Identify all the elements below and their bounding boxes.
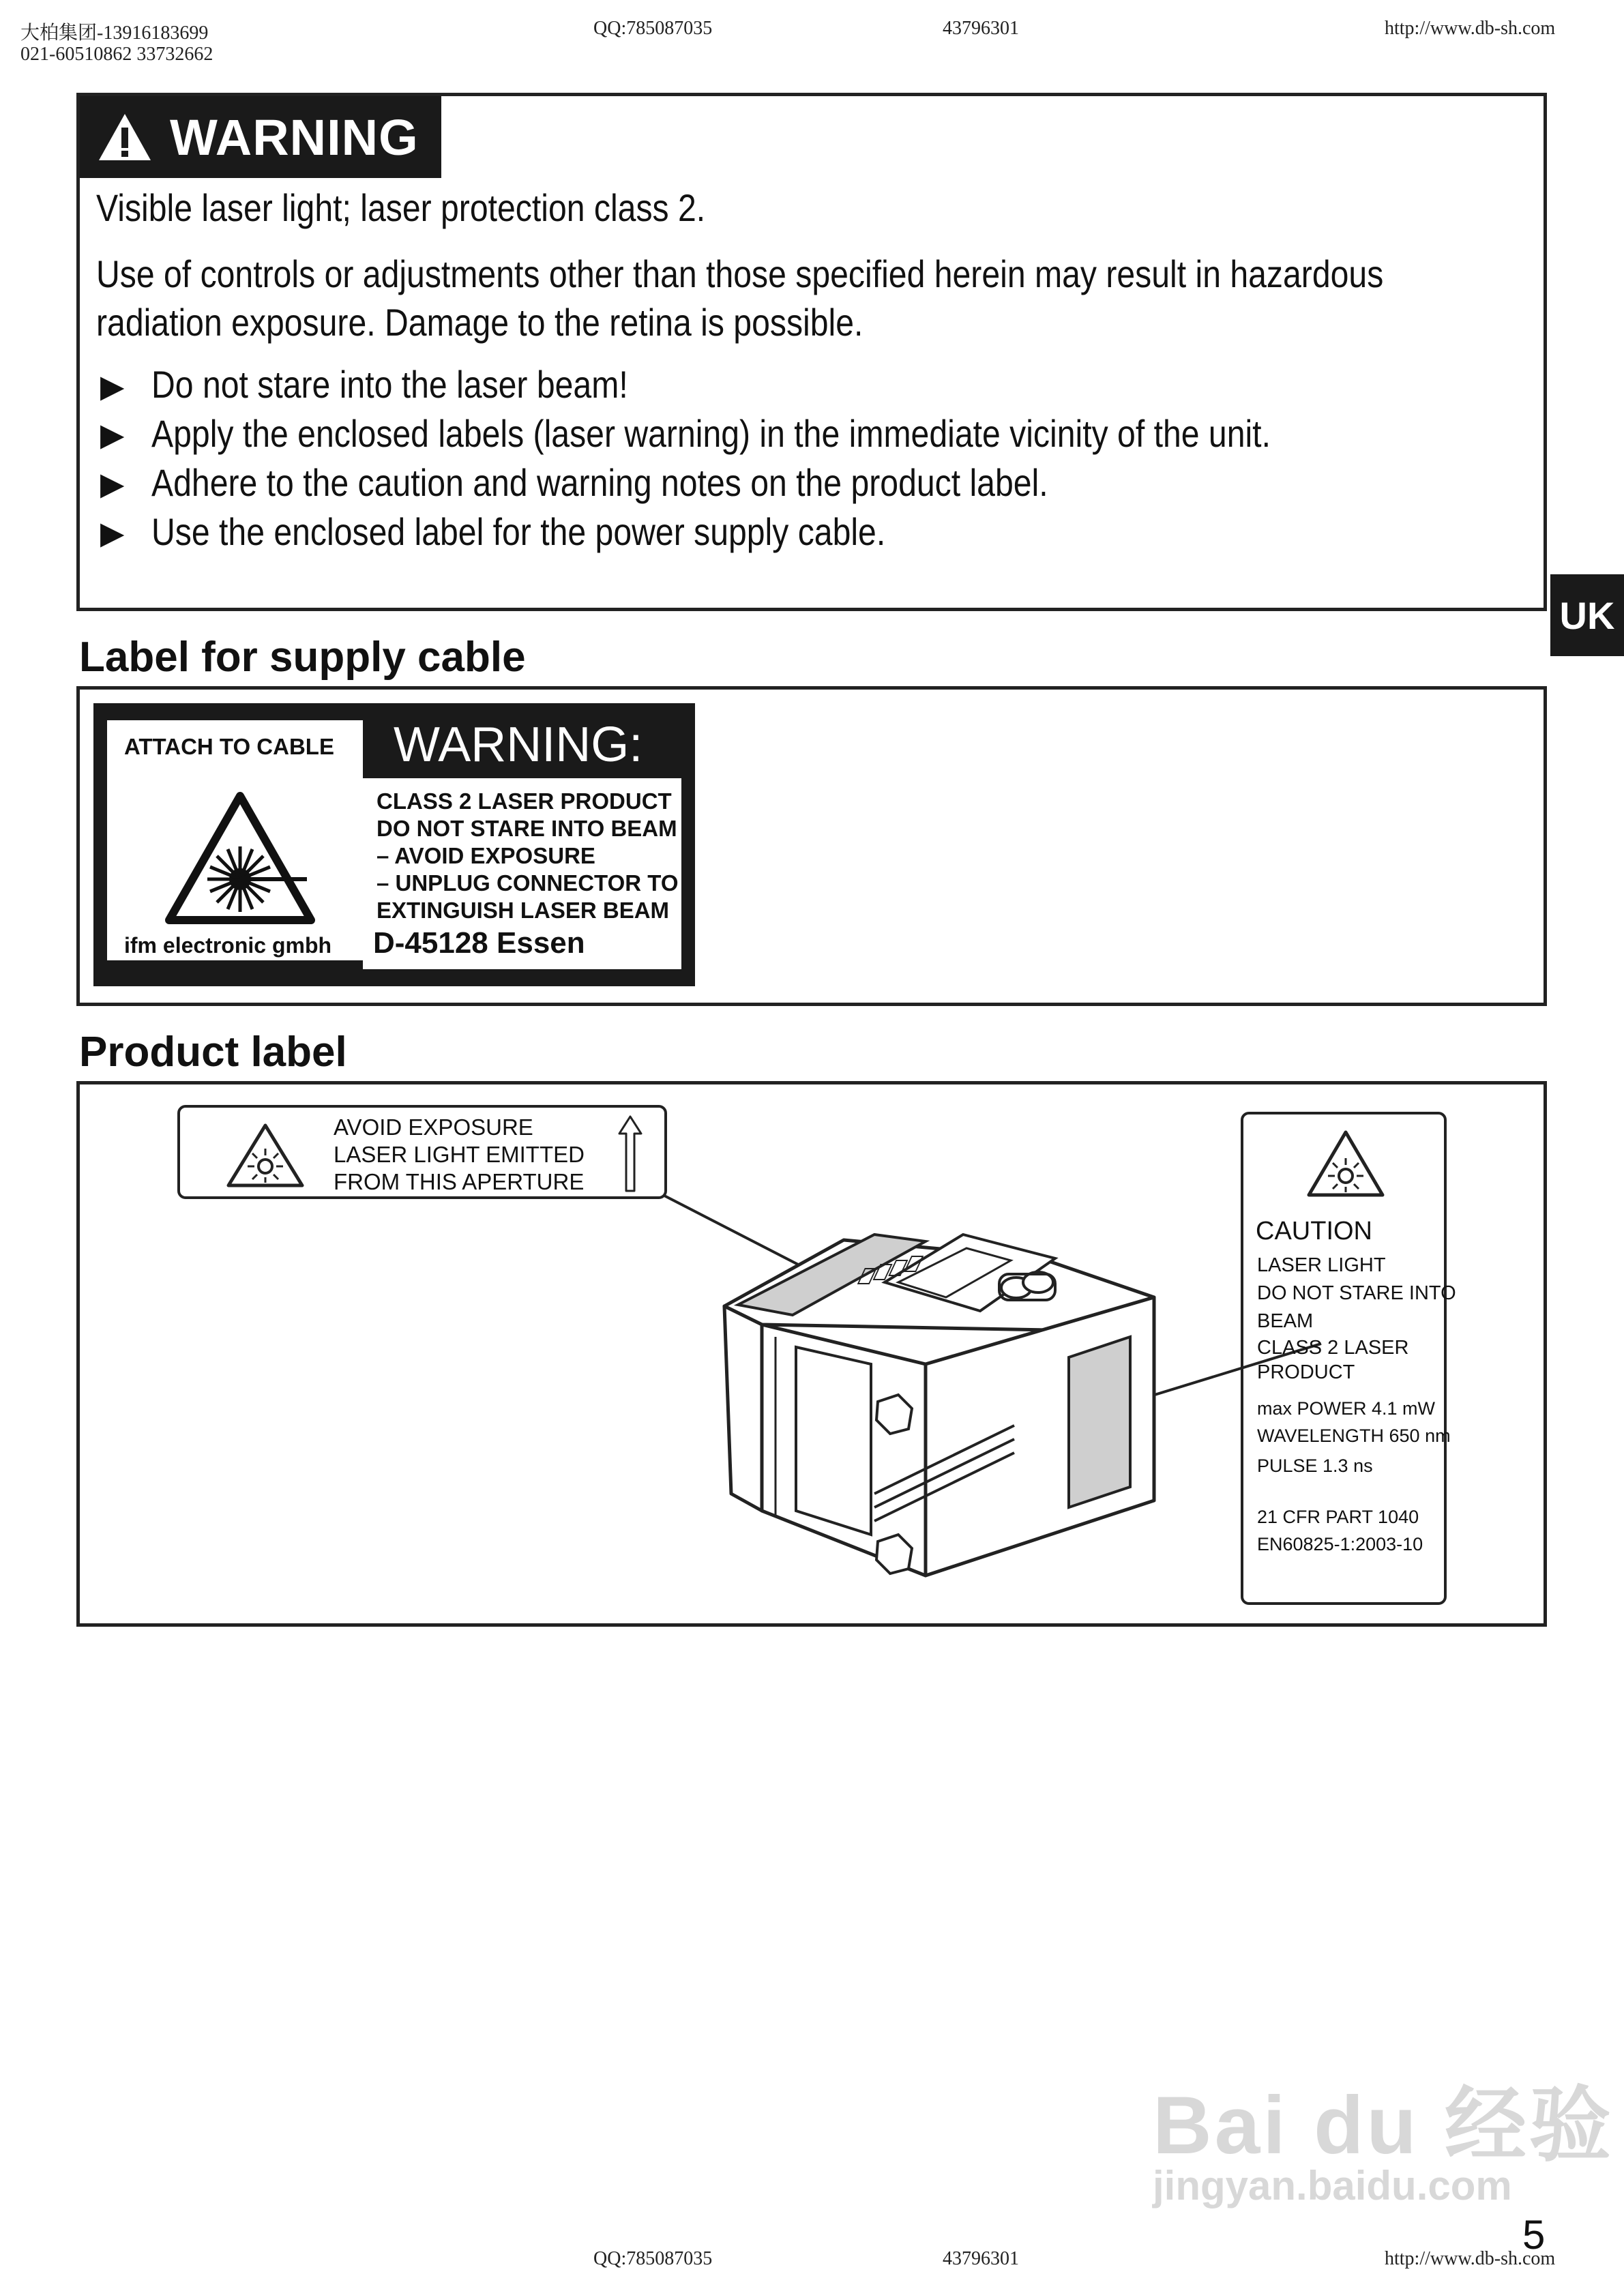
header-number: 43796301 [943,18,1019,39]
cable-address: D-45128 Essen [373,926,585,960]
supply-cable-label [93,703,695,986]
cable-warning-heading: WARNING: [394,718,643,772]
caution-line-2: DO NOT STARE INTO [1257,1282,1456,1304]
watermark-brand: Bai du 经验 [1153,2080,1614,2171]
bullet-arrow-icon: ▶ [100,466,125,501]
header-url[interactable]: http://www.db-sh.com [1385,18,1556,39]
watermark-url: jingyan.baidu.com [1153,2163,1512,2209]
warning-triangle-icon [98,113,152,162]
attach-to-cable-text: ATTACH TO CABLE [124,734,334,759]
caution-line-3: BEAM [1257,1310,1314,1332]
cable-label-left-panel [107,720,363,960]
laser-warning-icon [224,1121,306,1190]
warning-line-2a: Use of controls or adjustments other than those specified herein may result in hazardous [96,252,1384,295]
aperture-line-1: AVOID EXPOSURE [334,1114,533,1140]
warning-line-2b: radiation exposure. Damage to the retina is possible. [96,301,863,344]
supply-cable-title: Label for supply cable [79,634,526,681]
product-label-title: Product label [79,1029,347,1076]
footer-number: 43796301 [943,2248,1019,2269]
caution-line-9: 21 CFR PART 1040 [1257,1507,1419,1527]
cable-line-2: DO NOT STARE INTO BEAM [377,816,677,841]
cable-line-5: EXTINGUISH LASER BEAM [377,898,670,923]
caution-heading: CAUTION [1256,1217,1372,1245]
caution-line-10: EN60825-1:2003-10 [1257,1534,1423,1554]
aperture-label [177,1105,667,1199]
caution-line-1: LASER LIGHT [1257,1254,1386,1276]
aperture-line-3: FROM THIS APERTURE [334,1169,585,1194]
warning-box [76,93,1547,611]
supply-cable-box [76,686,1547,1006]
page-number: 5 [1522,2212,1546,2258]
company-name: ifm electronic gmbh [124,933,332,958]
bullet-arrow-icon: ▶ [100,368,125,404]
language-tab: UK [1550,574,1624,656]
laser-warning-icon [1305,1128,1387,1200]
warning-bullet-4: Use the enclosed label for the power supply cable. [151,510,886,553]
caution-line-5: PRODUCT [1257,1361,1355,1383]
bullet-arrow-icon: ▶ [100,515,125,550]
warning-badge [80,96,441,178]
warning-line-1: Visible laser light; laser protection class 2. [96,186,706,229]
caution-line-8: PULSE 1.3 ns [1257,1456,1373,1476]
header-company-phone: 大柏集团-13916183699 [20,23,209,44]
warning-badge-label: WARNING [170,108,419,166]
caution-line-4: CLASS 2 LASER [1257,1337,1409,1359]
caution-label [1241,1112,1456,1605]
bullet-arrow-icon: ▶ [100,417,125,452]
header-phones: 021-60510862 33732662 [20,44,213,65]
caution-line-7: WAVELENGTH 650 nm [1257,1426,1451,1446]
cable-line-1: CLASS 2 LASER PRODUCT [377,788,672,814]
warning-bullet-1: Do not stare into the laser beam! [151,363,628,406]
caution-line-6: max POWER 4.1 mW [1257,1398,1436,1419]
product-label-box [76,1081,1547,1627]
warning-bullet-2: Apply the enclosed labels (laser warning) in the immediate vicinity of the unit. [151,412,1271,455]
aperture-line-2: LASER LIGHT EMITTED [334,1142,585,1167]
cable-label-right-panel [363,778,681,969]
header-qq: QQ:785087035 [593,18,713,39]
cable-line-4: – UNPLUG CONNECTOR TO [377,870,679,896]
footer-qq: QQ:785087035 [593,2248,713,2269]
warning-bullet-3: Adhere to the caution and warning notes on the product label. [151,461,1048,504]
laser-warning-icon [165,792,315,925]
cable-line-3: – AVOID EXPOSURE [377,843,595,868]
footer-url[interactable]: http://www.db-sh.com [1385,2248,1556,2269]
